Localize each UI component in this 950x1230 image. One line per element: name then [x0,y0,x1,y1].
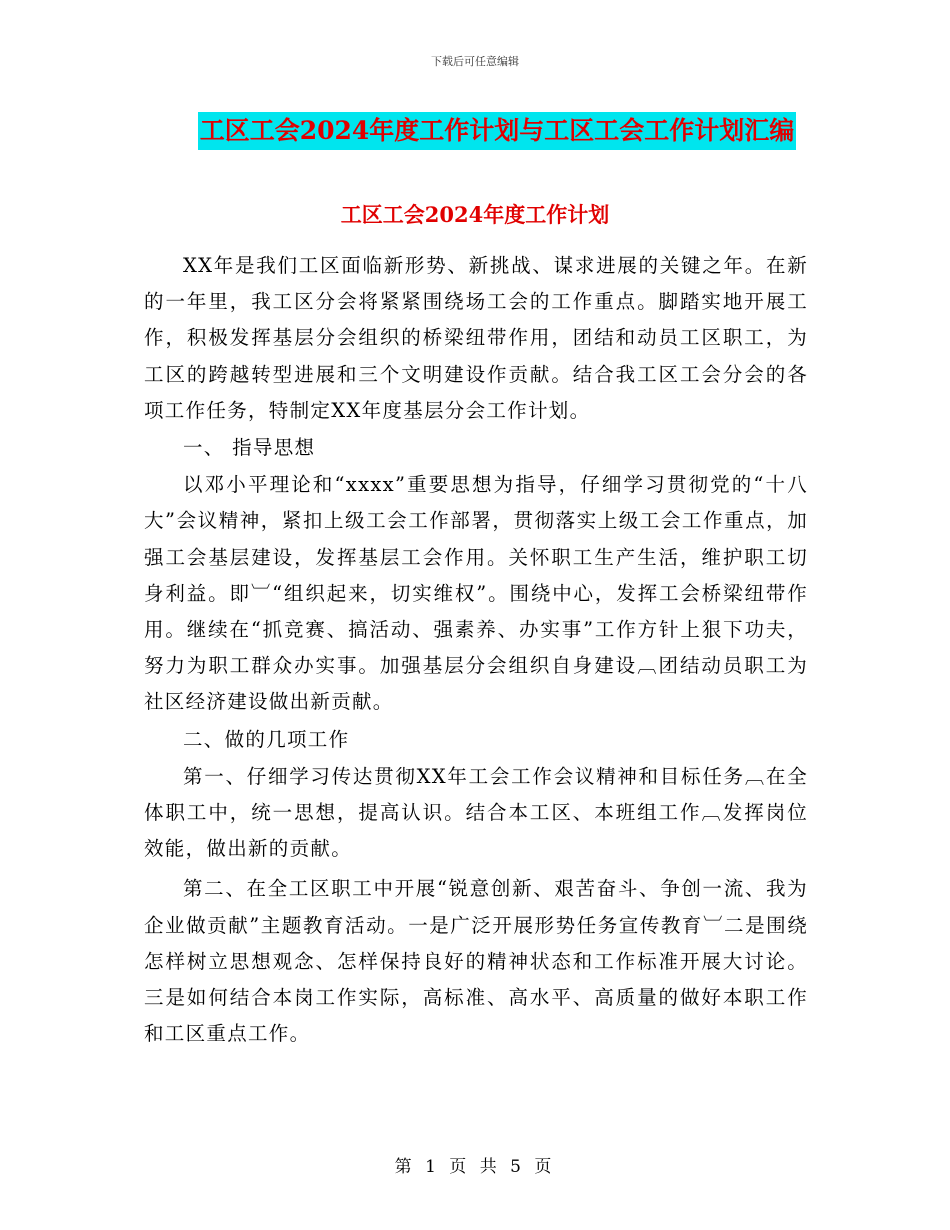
section-title: 工区工会2024年度工作计划 [340,202,610,227]
document-title: 工区工会2024年度工作计划与工区工会工作计划汇编 [198,112,797,150]
paragraph-intro: XX年是我们工区面临新形势、新挑战、谋求进展的关键之年。在新的一年里，我工区分会将紧紧围绕场工会的工作重点。脚踏实地开展工作，积极发挥基层分会组织的桥梁纽带作用，团结和动员工区职工，为工区的跨越转型进展和三个文明建设作贡献。结合我工区工会分会的各项工作任务，特制定XX年度基层分会工作计划。 [144,254,808,422]
heading-work-items: 二、做的几项工作 [183,727,350,751]
page-footer: 第 1 页 共 5 页 [394,1157,556,1177]
paragraph-work-item-2: 第二、在全工区职工中开展“锐意创新、艰苦奋斗、争创一流、我为企业做贡献”主题教育活动。一是广泛开展形势任务宣传教育︺二是围绕怎样树立思想观念、怎样保持良好的精神状态和工作标准开展大讨论。三是如何结合本岗工作实际，高标准、高水平、高质量的做好本职工作和工区重点工作。 [144,877,808,1046]
document-title-wrap [0,112,950,150]
paragraph-work-item-1: 第一、仔细学习传达贯彻XX年工会工作会议精神和目标任务︹在全体职工中，统一思想，提高认识。结合本工区、本班组工作︹发挥岗位效能，做出新的贡献。 [144,764,808,861]
paragraph-guiding-ideology: 以邓小平理论和“xxxx”重要思想为指导，仔细学习贯彻党的“十八大”会议精神，紧扣上级工会工作部署，贯彻落实上级工会工作重点，加强工会基层建设，发挥基层工会作用。关怀职工生产生活，维护职工切身利益。即︺“组织起来，切实维权”。围绕中心，发挥工会桥梁纽带作用。继续在“抓竞赛、搞活动、强素养、办实事”工作方针上狠下功夫，努力为职工群众办实事。加强基层分会组织自身建设︹团结动员职工为社区经济建设做出新贡献。 [144,473,808,714]
header-note: 下载后可任意编辑 [431,55,519,68]
heading-guiding-ideology: 一、 指导思想 [183,436,316,460]
document-body [144,248,808,1053]
